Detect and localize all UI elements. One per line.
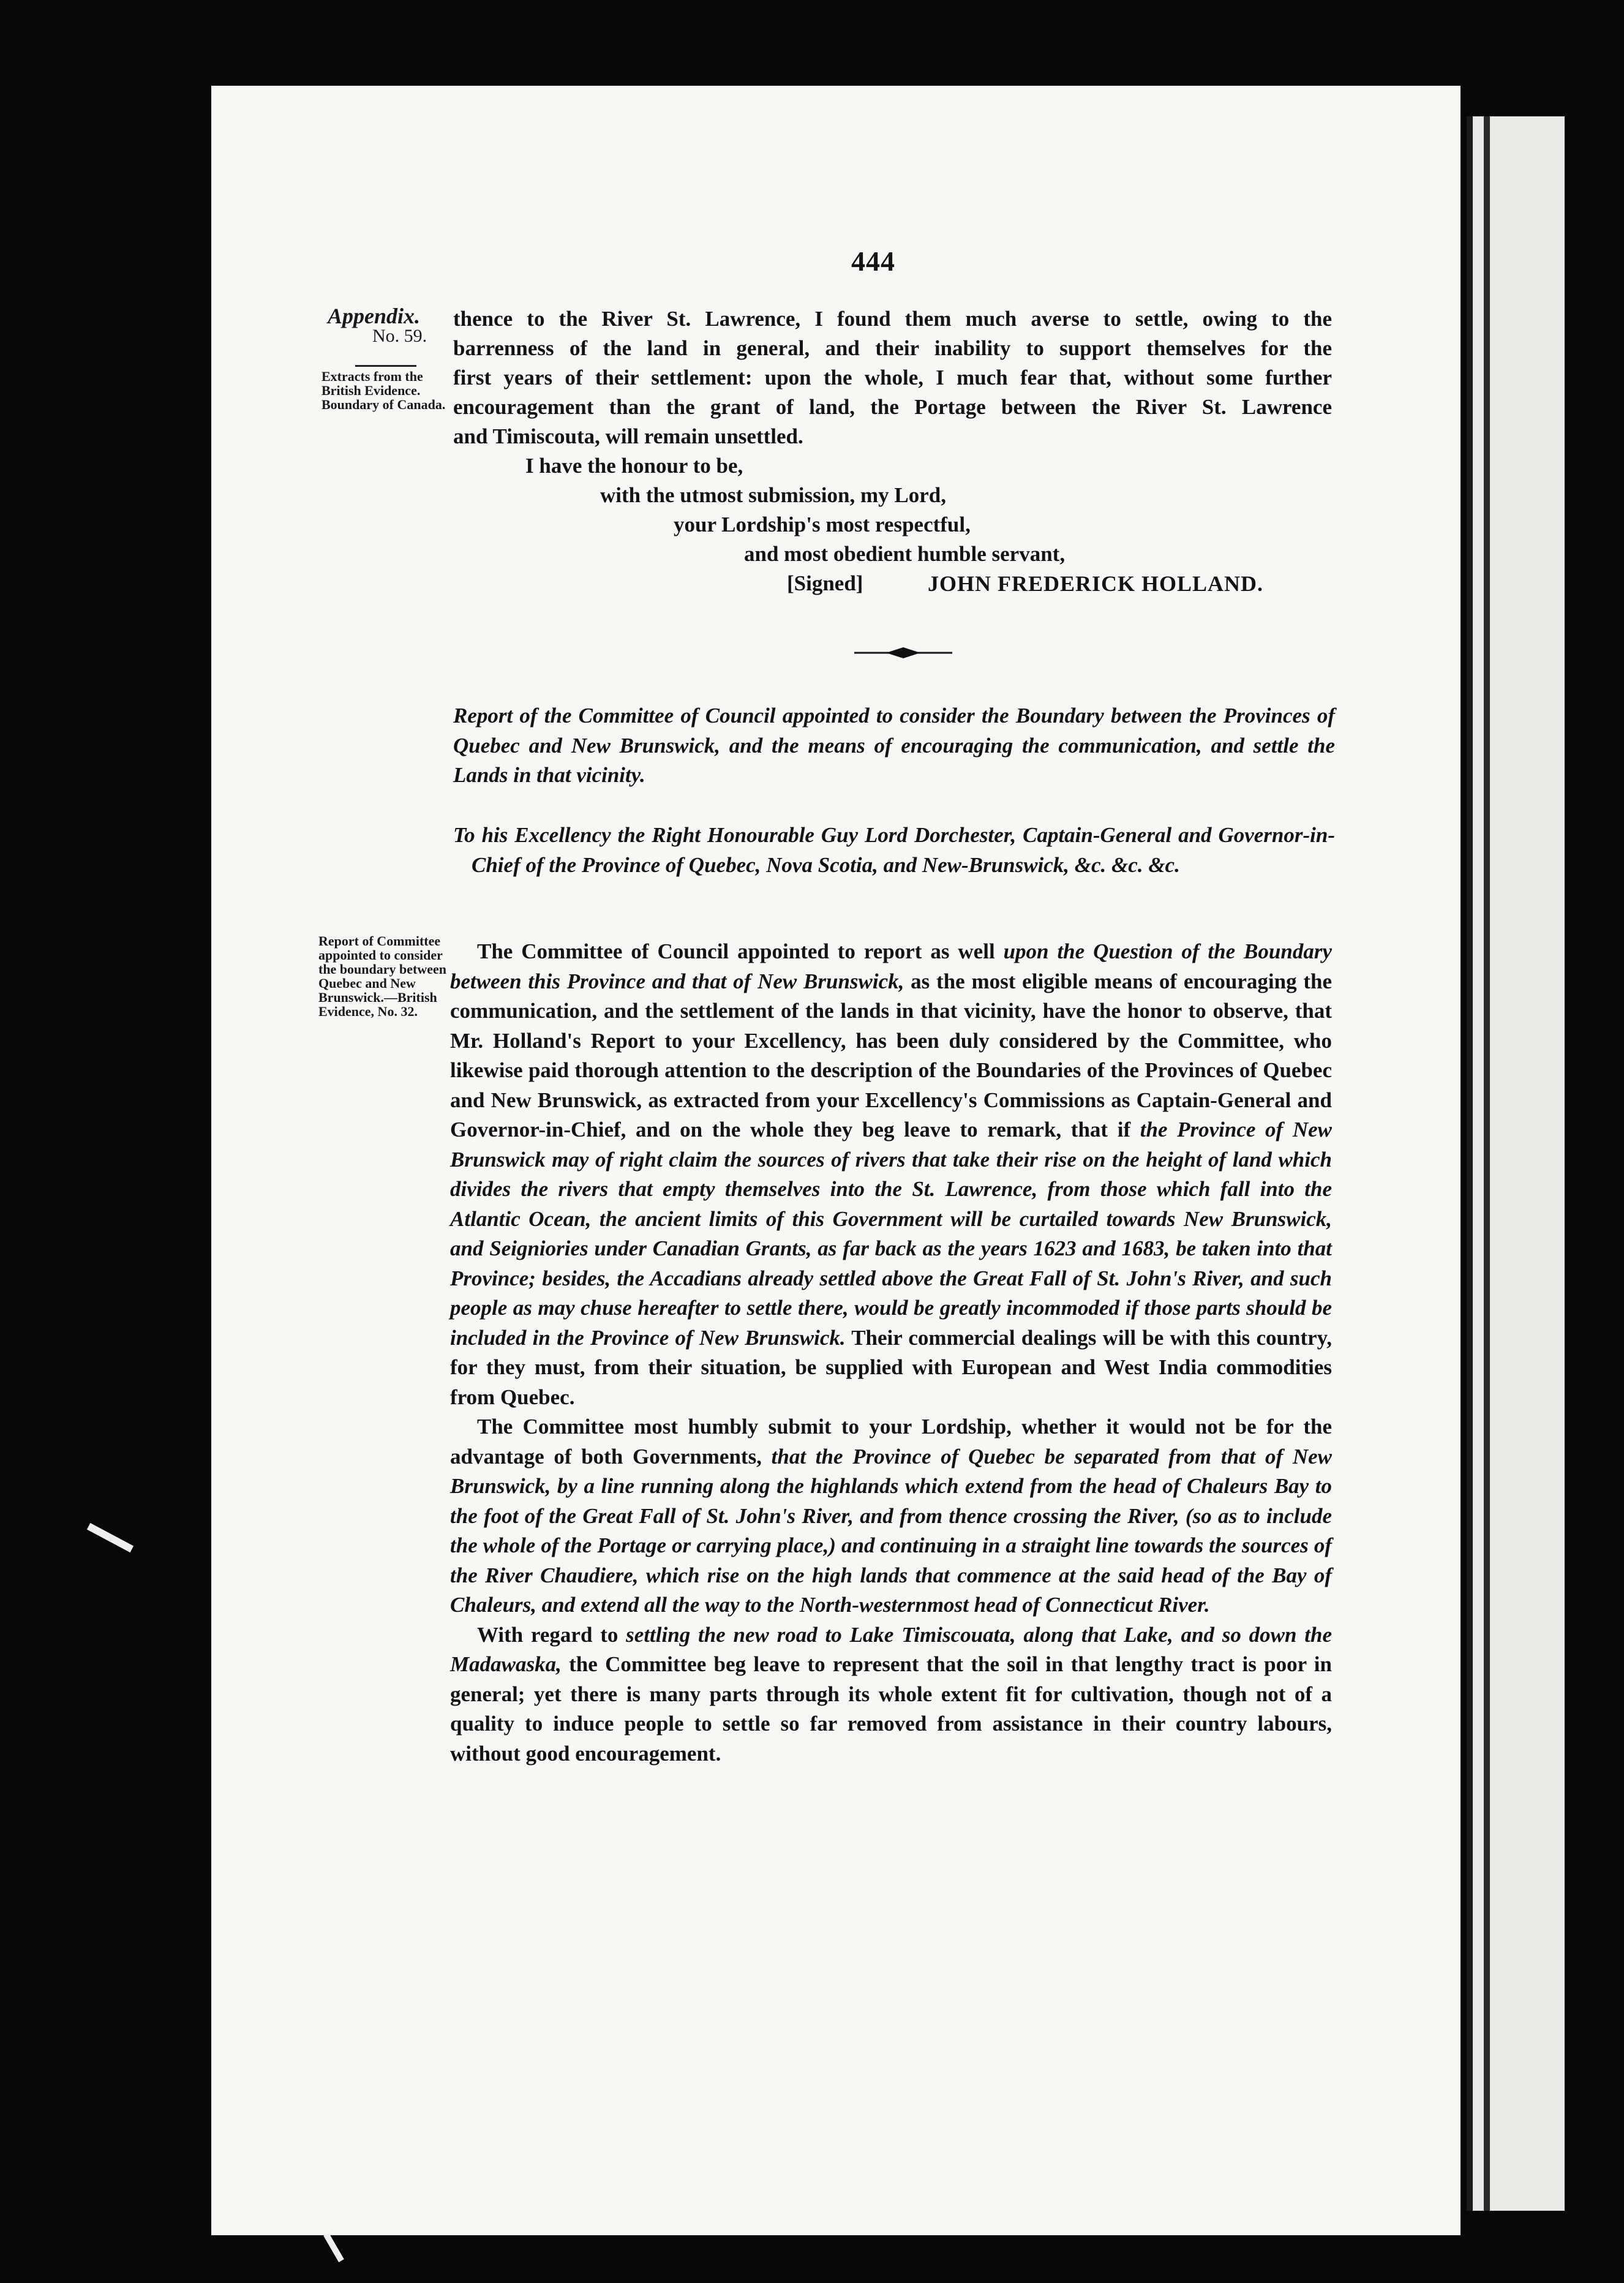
paragraph-3 xyxy=(450,1620,1332,1769)
adjacent-page-edge xyxy=(1467,116,1565,2211)
p1-text-d: the Province of New Brunswick may of right claim the sources of rivers that take their rise on the height of land which divides the rivers that empty themselves into the St. Lawrence, from those which fall into the Atlantic Ocean, the ancient limits of this Government will be curtailed towards New Brunswick, and Seigniories under Canadian Grants, as far back as the years 1623 and 1683, be taken into that Province; besides, the Accadians already settled above the Great Fall of St. John's River, and such people as may chuse hereafter to settle there, would be greatly incommoded if those parts should be included in the Province of New Brunswick. xyxy=(450,1118,1332,1350)
closing-line: and most obedient humble servant, xyxy=(744,542,1066,566)
paragraph-1 xyxy=(450,937,1332,1412)
p2-text-b: that the Province of Quebec be separated from that of New Brunswick, by a line running along the highlands which extend from the head of Chaleurs Bay to the foot of the Great Fall of St. John's River, and from thence crossing the River, (so as to include the whole of the Portage or carrying place,) and continuing in a straight line towards the sources of the River Chaudiere, which rise on the high lands that commence at the said head of the Bay of Chaleurs, and extend all the way to the North-westernmost head of Connecticut River. xyxy=(450,1444,1332,1617)
page-number: 444 xyxy=(851,246,895,277)
binding-strip xyxy=(1484,116,1490,2211)
p3-text-b: settling the new road to Lake Timiscouata, along that Lake, and so down the Madawaska, xyxy=(450,1622,1332,1676)
appendix-number: No. 59. xyxy=(372,326,427,346)
signed-label: [Signed] xyxy=(787,571,863,595)
letter-line: and Timiscouta, will remain unsettled. xyxy=(453,424,803,448)
p3-text-a: With regard to xyxy=(477,1622,626,1647)
closing-line: I have the honour to be, xyxy=(525,454,743,478)
letter-line: thence to the River St. Lawrence, I found them much averse to settle, owing to the xyxy=(453,307,1332,331)
report-body xyxy=(450,937,1332,1769)
report-title xyxy=(453,701,1335,791)
appendix-label: Appendix. xyxy=(328,304,421,328)
report-title-text: Report of the Committee of Council appointed to consider the Boundary between the Provinces of Quebec and New Brunswick, and the means of encouraging the communication, and settle the Lands in that vicinity. xyxy=(453,704,1335,787)
scan-artifact xyxy=(87,1523,133,1552)
margin-rule xyxy=(355,365,416,367)
p1-text-c: as the most eligible means of encouraging the communication, and the settlement of the lands in that vicinity, have the honor to observe, that Mr. Holland's Report to your Excellency, has been duly considered by the Committee, who likewise paid thorough attention to the description of the Boundaries of the Provinces of Quebec and New Brunswick, as extracted from your Excellency's Commissions as Captain-General and Governor-in-Chief, and on the whole they beg leave to remark, that if xyxy=(450,969,1332,1142)
address-text: To his Excellency the Right Honourable Guy Lord Dorchester, Captain-General and Governor-in-Chief of the Province of Quebec, Nova Scotia, and New-Brunswick, &c. &c. &c. xyxy=(453,823,1335,877)
p2-text-a: The Committee most humbly submit to your Lordship, whether it would not be for the advantage of both Governments, xyxy=(450,1415,1332,1469)
scan-artifact xyxy=(323,2233,344,2262)
letter-line: first years of their settlement: upon the whole, I much fear that, without some further xyxy=(453,366,1332,389)
address xyxy=(453,821,1335,880)
p3-text-c: the Committee beg leave to represent that the soil in that lengthy tract is poor in general; yet there is many parts through its whole extent fit for cultivation, though not of a quality to induce people to settle so far removed from assistance in their country labours, without good encouragement. xyxy=(450,1652,1332,1766)
p1-text-a: The Committee of Council appointed to report as well xyxy=(477,939,1004,963)
p1-text-b: upon the Question of the Boundary between this Province and that of New Brunswick, xyxy=(450,939,1332,993)
closing-line: with the utmost submission, my Lord, xyxy=(600,483,946,507)
letter-line: encouragement than the grant of land, the Portage between the River St. Lawrence xyxy=(453,395,1332,419)
signature: JOHN FREDERICK HOLLAND. xyxy=(928,571,1264,596)
paragraph-2 xyxy=(450,1412,1332,1620)
section-divider xyxy=(854,645,952,660)
margin-note-report: Report of Committee appointed to consider the boundary between Quebec and New Brunswick.—British Evidence, No. 32. xyxy=(318,933,447,1019)
closing-line: your Lordship's most respectful, xyxy=(674,513,971,536)
margin-note-extracts: Extracts from the British Evidence. Boundary of Canada. xyxy=(321,369,446,412)
letter-line: barrenness of the land in general, and their inability to support themselves for the xyxy=(453,336,1332,360)
p1-text-e: Their commercial dealings will be with this country, for they must, from their situation, be supplied with European and West India commodities from Quebec. xyxy=(450,1325,1332,1409)
